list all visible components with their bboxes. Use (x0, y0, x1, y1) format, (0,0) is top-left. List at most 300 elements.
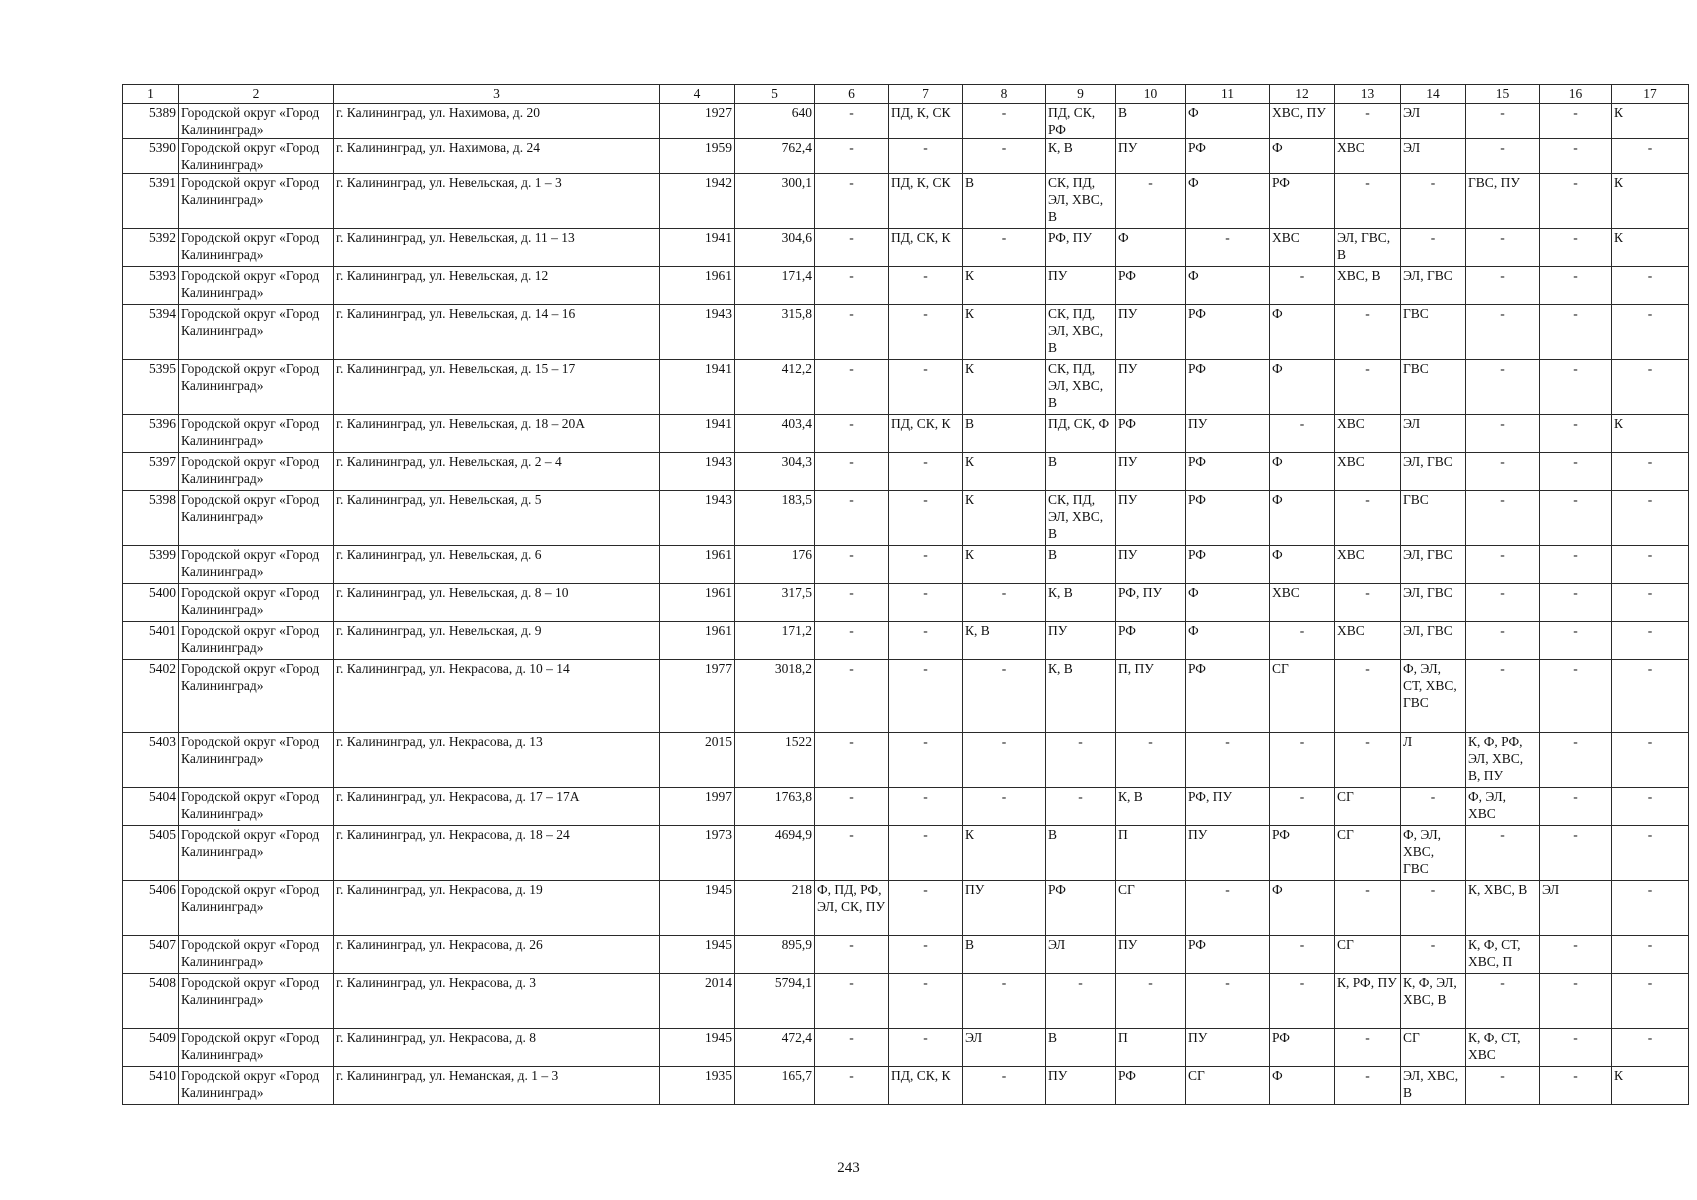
table-cell-col-10: П, ПУ (1116, 660, 1186, 733)
table-cell-col-14: ЭЛ, ГВС (1401, 267, 1466, 305)
table-cell-col-10: Ф (1116, 229, 1186, 267)
table-cell-col-2: Городской округ «Город Калининград» (179, 826, 334, 881)
table-cell-col-16: - (1540, 415, 1612, 453)
table-cell-col-13: - (1335, 584, 1401, 622)
table-cell-col-9: - (1046, 733, 1116, 788)
table-cell-col-17: К (1612, 104, 1689, 139)
table-cell-col-6: - (815, 974, 889, 1029)
table-cell-col-14: ГВС (1401, 360, 1466, 415)
table-cell-col-5: 4694,9 (735, 826, 815, 881)
table-row (123, 881, 1689, 936)
table-cell-col-9: ПУ (1046, 267, 1116, 305)
table-cell-col-17: - (1612, 267, 1689, 305)
table-cell-col-1: 5407 (123, 936, 179, 974)
table-cell-col-12: Ф (1270, 305, 1335, 360)
table-cell-col-16: ЭЛ (1540, 881, 1612, 936)
table-cell-col-15: К, Ф, СТ, ХВС, П (1466, 936, 1540, 974)
table-cell-col-13: СГ (1335, 936, 1401, 974)
table-cell-col-8: К (963, 546, 1046, 584)
table-cell-col-15: - (1466, 491, 1540, 546)
table-row (123, 733, 1689, 788)
table-cell-col-8: - (963, 229, 1046, 267)
table-cell-col-14: ЭЛ, ГВС (1401, 546, 1466, 584)
table-cell-col-9: - (1046, 788, 1116, 826)
table-cell-col-14: ГВС (1401, 305, 1466, 360)
table-cell-col-3: г. Калининград, ул. Невельская, д. 11 – 13 (334, 229, 660, 267)
table-cell-col-15: - (1466, 546, 1540, 584)
table-cell-col-11: РФ (1186, 139, 1270, 174)
table-cell-col-13: - (1335, 881, 1401, 936)
table-row (123, 584, 1689, 622)
table-cell-col-6: - (815, 174, 889, 229)
table-cell-col-10: К, В (1116, 788, 1186, 826)
table-cell-col-16: - (1540, 1067, 1612, 1105)
table-cell-col-8: - (963, 660, 1046, 733)
table-cell-col-10: ПУ (1116, 139, 1186, 174)
table-cell-col-11: - (1186, 881, 1270, 936)
table-cell-col-13: ХВС, В (1335, 267, 1401, 305)
table-cell-col-16: - (1540, 267, 1612, 305)
table-cell-col-15: - (1466, 584, 1540, 622)
table-cell-col-2: Городской округ «Город Калининград» (179, 305, 334, 360)
table-cell-col-11: Ф (1186, 174, 1270, 229)
table-cell-col-5: 1763,8 (735, 788, 815, 826)
table-cell-col-17: - (1612, 881, 1689, 936)
table-cell-col-13: ХВС (1335, 546, 1401, 584)
table-cell-col-14: ЭЛ (1401, 139, 1466, 174)
table-cell-col-2: Городской округ «Город Калининград» (179, 267, 334, 305)
table-cell-col-14: СГ (1401, 1029, 1466, 1067)
table-cell-col-13: ЭЛ, ГВС, В (1335, 229, 1401, 267)
table-cell-col-5: 304,3 (735, 453, 815, 491)
table-cell-col-11: - (1186, 974, 1270, 1029)
table-cell-col-7: - (889, 491, 963, 546)
column-header: 14 (1401, 85, 1466, 104)
table-cell-col-5: 412,2 (735, 360, 815, 415)
table-cell-col-1: 5390 (123, 139, 179, 174)
data-table (122, 84, 1689, 1105)
table-cell-col-7: - (889, 453, 963, 491)
table-cell-col-9: ПД, СК, РФ (1046, 104, 1116, 139)
table-cell-col-6: - (815, 546, 889, 584)
table-cell-col-5: 1522 (735, 733, 815, 788)
table-cell-col-3: г. Калининград, ул. Некрасова, д. 17 – 17А (334, 788, 660, 826)
column-header: 13 (1335, 85, 1401, 104)
table-cell-col-8: - (963, 1067, 1046, 1105)
table-cell-col-12: РФ (1270, 1029, 1335, 1067)
table-cell-col-4: 1943 (660, 491, 735, 546)
table-cell-col-17: - (1612, 491, 1689, 546)
table-cell-col-2: Городской округ «Город Калининград» (179, 1067, 334, 1105)
table-cell-col-8: - (963, 788, 1046, 826)
table-cell-col-5: 315,8 (735, 305, 815, 360)
table-cell-col-16: - (1540, 622, 1612, 660)
table-cell-col-14: Л (1401, 733, 1466, 788)
table-cell-col-17: - (1612, 584, 1689, 622)
table-cell-col-15: К, Ф, СТ, ХВС (1466, 1029, 1540, 1067)
table-cell-col-4: 1935 (660, 1067, 735, 1105)
table-cell-col-5: 171,2 (735, 622, 815, 660)
column-header: 1 (123, 85, 179, 104)
table-cell-col-6: - (815, 305, 889, 360)
table-cell-col-8: К (963, 305, 1046, 360)
table-cell-col-12: - (1270, 415, 1335, 453)
table-cell-col-5: 165,7 (735, 1067, 815, 1105)
table-cell-col-1: 5391 (123, 174, 179, 229)
table-cell-col-8: В (963, 174, 1046, 229)
table-cell-col-14: ЭЛ, ГВС (1401, 584, 1466, 622)
table-cell-col-17: К (1612, 174, 1689, 229)
table-cell-col-16: - (1540, 974, 1612, 1029)
column-header: 15 (1466, 85, 1540, 104)
table-cell-col-4: 1959 (660, 139, 735, 174)
table-cell-col-8: ЭЛ (963, 1029, 1046, 1067)
table-cell-col-10: ПУ (1116, 936, 1186, 974)
column-header: 7 (889, 85, 963, 104)
table-cell-col-10: ПУ (1116, 491, 1186, 546)
table-cell-col-5: 640 (735, 104, 815, 139)
table-cell-col-2: Городской округ «Город Калининград» (179, 174, 334, 229)
table-cell-col-2: Городской округ «Город Калининград» (179, 1029, 334, 1067)
table-cell-col-3: г. Калининград, ул. Невельская, д. 5 (334, 491, 660, 546)
table-cell-col-9: СК, ПД, ЭЛ, ХВС, В (1046, 174, 1116, 229)
table-cell-col-17: - (1612, 788, 1689, 826)
table-cell-col-5: 176 (735, 546, 815, 584)
table-row (123, 788, 1689, 826)
table-cell-col-2: Городской округ «Город Калининград» (179, 104, 334, 139)
table-cell-col-13: К, РФ, ПУ (1335, 974, 1401, 1029)
table-cell-col-6: - (815, 229, 889, 267)
table-cell-col-1: 5389 (123, 104, 179, 139)
table-cell-col-6: - (815, 584, 889, 622)
table-cell-col-11: Ф (1186, 104, 1270, 139)
table-cell-col-7: - (889, 360, 963, 415)
table-cell-col-2: Городской округ «Город Калининград» (179, 453, 334, 491)
table-cell-col-9: К, В (1046, 584, 1116, 622)
table-cell-col-7: - (889, 881, 963, 936)
table-cell-col-6: - (815, 139, 889, 174)
table-cell-col-2: Городской округ «Город Калининград» (179, 491, 334, 546)
table-cell-col-11: РФ (1186, 453, 1270, 491)
table-cell-col-13: - (1335, 660, 1401, 733)
table-cell-col-16: - (1540, 305, 1612, 360)
table-cell-col-9: В (1046, 826, 1116, 881)
table-cell-col-12: - (1270, 788, 1335, 826)
table-cell-col-3: г. Калининград, ул. Некрасова, д. 19 (334, 881, 660, 936)
table-cell-col-3: г. Калининград, ул. Некрасова, д. 3 (334, 974, 660, 1029)
table-cell-col-15: К, ХВС, В (1466, 881, 1540, 936)
table-cell-col-11: - (1186, 733, 1270, 788)
table-cell-col-12: Ф (1270, 546, 1335, 584)
table-cell-col-17: - (1612, 546, 1689, 584)
table-cell-col-5: 403,4 (735, 415, 815, 453)
table-cell-col-4: 1945 (660, 881, 735, 936)
table-cell-col-4: 1941 (660, 415, 735, 453)
table-cell-col-9: - (1046, 974, 1116, 1029)
table-cell-col-6: - (815, 622, 889, 660)
table-cell-col-3: г. Калининград, ул. Нахимова, д. 24 (334, 139, 660, 174)
table-cell-col-1: 5405 (123, 826, 179, 881)
table-cell-col-11: РФ (1186, 360, 1270, 415)
table-cell-col-14: - (1401, 174, 1466, 229)
table-cell-col-9: РФ, ПУ (1046, 229, 1116, 267)
table-cell-col-15: - (1466, 622, 1540, 660)
table-cell-col-15: - (1466, 360, 1540, 415)
table-cell-col-5: 895,9 (735, 936, 815, 974)
table-cell-col-14: Ф, ЭЛ, ХВС, ГВС (1401, 826, 1466, 881)
table-cell-col-7: - (889, 139, 963, 174)
table-cell-col-7: - (889, 622, 963, 660)
table-cell-col-9: СК, ПД, ЭЛ, ХВС, В (1046, 360, 1116, 415)
table-cell-col-1: 5402 (123, 660, 179, 733)
table-cell-col-9: СК, ПД, ЭЛ, ХВС, В (1046, 305, 1116, 360)
table-cell-col-7: - (889, 267, 963, 305)
table-cell-col-11: РФ (1186, 936, 1270, 974)
table-cell-col-2: Городской округ «Город Калининград» (179, 660, 334, 733)
table-cell-col-11: РФ, ПУ (1186, 788, 1270, 826)
column-header: 5 (735, 85, 815, 104)
table-cell-col-2: Городской округ «Город Калининград» (179, 788, 334, 826)
table-cell-col-12: РФ (1270, 174, 1335, 229)
table-cell-col-10: ПУ (1116, 546, 1186, 584)
table-cell-col-15: - (1466, 139, 1540, 174)
table-cell-col-7: - (889, 733, 963, 788)
table-cell-col-5: 3018,2 (735, 660, 815, 733)
table-cell-col-15: - (1466, 229, 1540, 267)
table-cell-col-7: - (889, 546, 963, 584)
table-cell-col-16: - (1540, 660, 1612, 733)
table-cell-col-8: К (963, 453, 1046, 491)
table-row (123, 1067, 1689, 1105)
table-cell-col-12: Ф (1270, 139, 1335, 174)
table-cell-col-15: К, Ф, РФ, ЭЛ, ХВС, В, ПУ (1466, 733, 1540, 788)
table-cell-col-5: 317,5 (735, 584, 815, 622)
table-cell-col-3: г. Калининград, ул. Невельская, д. 12 (334, 267, 660, 305)
table-cell-col-17: - (1612, 360, 1689, 415)
table-cell-col-2: Городской округ «Город Калининград» (179, 546, 334, 584)
table-cell-col-12: Ф (1270, 491, 1335, 546)
table-cell-col-8: К (963, 826, 1046, 881)
table-row (123, 622, 1689, 660)
page-number: 243 (837, 1160, 860, 1176)
table-cell-col-17: - (1612, 936, 1689, 974)
table-cell-col-14: - (1401, 881, 1466, 936)
header-row (123, 85, 1689, 104)
table-cell-col-2: Городской округ «Город Калининград» (179, 881, 334, 936)
table-cell-col-12: Ф (1270, 881, 1335, 936)
table-row (123, 174, 1689, 229)
table-cell-col-4: 1961 (660, 267, 735, 305)
table-cell-col-17: К (1612, 415, 1689, 453)
table-cell-col-14: - (1401, 788, 1466, 826)
table-cell-col-2: Городской округ «Город Калининград» (179, 139, 334, 174)
table-cell-col-15: - (1466, 1067, 1540, 1105)
table-cell-col-4: 2015 (660, 733, 735, 788)
table-cell-col-6: - (815, 360, 889, 415)
column-header: 6 (815, 85, 889, 104)
table-cell-col-4: 1961 (660, 546, 735, 584)
table-cell-col-3: г. Калининград, ул. Невельская, д. 6 (334, 546, 660, 584)
table-cell-col-14: ЭЛ (1401, 104, 1466, 139)
table-row (123, 660, 1689, 733)
table-cell-col-17: - (1612, 305, 1689, 360)
table-cell-col-13: - (1335, 360, 1401, 415)
table-cell-col-16: - (1540, 229, 1612, 267)
table-cell-col-2: Городской округ «Город Калининград» (179, 936, 334, 974)
table-cell-col-6: - (815, 788, 889, 826)
table-cell-col-12: - (1270, 622, 1335, 660)
table-cell-col-6: - (815, 660, 889, 733)
table-cell-col-6: - (815, 826, 889, 881)
table-cell-col-4: 1997 (660, 788, 735, 826)
table-cell-col-11: ПУ (1186, 1029, 1270, 1067)
table-cell-col-10: РФ (1116, 622, 1186, 660)
table-row (123, 360, 1689, 415)
table-cell-col-13: - (1335, 491, 1401, 546)
table-cell-col-12: ХВС (1270, 229, 1335, 267)
table-cell-col-11: РФ (1186, 305, 1270, 360)
column-header: 10 (1116, 85, 1186, 104)
table-cell-col-2: Городской округ «Город Калининград» (179, 622, 334, 660)
table-cell-col-5: 218 (735, 881, 815, 936)
table-cell-col-8: К, В (963, 622, 1046, 660)
table-row (123, 1029, 1689, 1067)
table-cell-col-10: ПУ (1116, 360, 1186, 415)
table-cell-col-2: Городской округ «Город Калининград» (179, 360, 334, 415)
table-cell-col-13: - (1335, 174, 1401, 229)
table-row (123, 229, 1689, 267)
table-cell-col-3: г. Калининград, ул. Невельская, д. 18 – 20А (334, 415, 660, 453)
table-cell-col-8: К (963, 360, 1046, 415)
table-cell-col-9: К, В (1046, 139, 1116, 174)
table-cell-col-10: ПУ (1116, 305, 1186, 360)
table-row (123, 491, 1689, 546)
table-cell-col-3: г. Калининград, ул. Некрасова, д. 18 – 24 (334, 826, 660, 881)
table-cell-col-10: РФ (1116, 1067, 1186, 1105)
table-cell-col-2: Городской округ «Город Калининград» (179, 733, 334, 788)
table-cell-col-6: Ф, ПД, РФ, ЭЛ, СК, ПУ (815, 881, 889, 936)
table-cell-col-12: Ф (1270, 1067, 1335, 1105)
table-cell-col-4: 1943 (660, 305, 735, 360)
table-cell-col-6: - (815, 1029, 889, 1067)
table-cell-col-14: Ф, ЭЛ, СТ, ХВС, ГВС (1401, 660, 1466, 733)
table-cell-col-15: - (1466, 104, 1540, 139)
table-cell-col-10: - (1116, 174, 1186, 229)
table-row (123, 267, 1689, 305)
table-cell-col-4: 1927 (660, 104, 735, 139)
table-cell-col-3: г. Калининград, ул. Невельская, д. 2 – 4 (334, 453, 660, 491)
column-header: 3 (334, 85, 660, 104)
table-cell-col-17: К (1612, 229, 1689, 267)
table-cell-col-4: 1943 (660, 453, 735, 491)
table-cell-col-9: РФ (1046, 881, 1116, 936)
table-row (123, 453, 1689, 491)
table-cell-col-8: - (963, 733, 1046, 788)
table-cell-col-3: г. Калининград, ул. Некрасова, д. 10 – 14 (334, 660, 660, 733)
table-cell-col-5: 304,6 (735, 229, 815, 267)
table-cell-col-13: ХВС (1335, 622, 1401, 660)
table-cell-col-7: ПД, СК, К (889, 415, 963, 453)
table-cell-col-10: П (1116, 1029, 1186, 1067)
table-cell-col-4: 1961 (660, 622, 735, 660)
table-cell-col-12: - (1270, 974, 1335, 1029)
table-cell-col-8: К (963, 491, 1046, 546)
table-row (123, 546, 1689, 584)
table-cell-col-15: - (1466, 415, 1540, 453)
table-cell-col-1: 5394 (123, 305, 179, 360)
table-cell-col-1: 5398 (123, 491, 179, 546)
table-cell-col-12: Ф (1270, 360, 1335, 415)
table-cell-col-1: 5396 (123, 415, 179, 453)
table-cell-col-16: - (1540, 104, 1612, 139)
table-cell-col-16: - (1540, 139, 1612, 174)
table-cell-col-3: г. Калининград, ул. Некрасова, д. 26 (334, 936, 660, 974)
table-cell-col-6: - (815, 104, 889, 139)
table-cell-col-13: - (1335, 305, 1401, 360)
table-cell-col-14: К, Ф, ЭЛ, ХВС, В (1401, 974, 1466, 1029)
table-cell-col-9: ПД, СК, Ф (1046, 415, 1116, 453)
table-cell-col-12: Ф (1270, 453, 1335, 491)
table-cell-col-14: - (1401, 229, 1466, 267)
table-cell-col-12: - (1270, 733, 1335, 788)
table-cell-col-11: Ф (1186, 267, 1270, 305)
table-cell-col-4: 1973 (660, 826, 735, 881)
table-cell-col-8: В (963, 415, 1046, 453)
table-cell-col-17: - (1612, 733, 1689, 788)
table-row (123, 936, 1689, 974)
table-cell-col-14: - (1401, 936, 1466, 974)
table-cell-col-11: - (1186, 229, 1270, 267)
table-cell-col-8: ПУ (963, 881, 1046, 936)
table-cell-col-4: 1941 (660, 360, 735, 415)
column-header: 16 (1540, 85, 1612, 104)
table-cell-col-9: ЭЛ (1046, 936, 1116, 974)
table-cell-col-8: - (963, 584, 1046, 622)
table-cell-col-7: - (889, 660, 963, 733)
table-cell-col-14: ЭЛ, ГВС (1401, 622, 1466, 660)
table-cell-col-9: ПУ (1046, 1067, 1116, 1105)
table-cell-col-7: ПД, СК, К (889, 1067, 963, 1105)
table-cell-col-3: г. Калининград, ул. Невельская, д. 8 – 10 (334, 584, 660, 622)
table-cell-col-15: Ф, ЭЛ, ХВС (1466, 788, 1540, 826)
table-row (123, 826, 1689, 881)
table-row (123, 415, 1689, 453)
table-cell-col-1: 5403 (123, 733, 179, 788)
table-cell-col-16: - (1540, 788, 1612, 826)
table-cell-col-1: 5399 (123, 546, 179, 584)
table-cell-col-7: ПД, К, СК (889, 174, 963, 229)
table-cell-col-5: 300,1 (735, 174, 815, 229)
table-cell-col-10: - (1116, 733, 1186, 788)
table-cell-col-12: - (1270, 936, 1335, 974)
table-cell-col-11: Ф (1186, 584, 1270, 622)
table-cell-col-17: - (1612, 974, 1689, 1029)
table-cell-col-10: П (1116, 826, 1186, 881)
table-cell-col-10: ПУ (1116, 453, 1186, 491)
table-cell-col-5: 5794,1 (735, 974, 815, 1029)
table-cell-col-16: - (1540, 360, 1612, 415)
table-cell-col-3: г. Калининград, ул. Некрасова, д. 8 (334, 1029, 660, 1067)
table-cell-col-11: РФ (1186, 491, 1270, 546)
table-cell-col-12: ХВС, ПУ (1270, 104, 1335, 139)
table-cell-col-3: г. Калининград, ул. Невельская, д. 15 – 17 (334, 360, 660, 415)
table-cell-col-9: СК, ПД, ЭЛ, ХВС, В (1046, 491, 1116, 546)
table-cell-col-2: Городской округ «Город Калининград» (179, 584, 334, 622)
table-cell-col-9: ПУ (1046, 622, 1116, 660)
table-cell-col-2: Городской округ «Город Калининград» (179, 415, 334, 453)
table-cell-col-3: г. Калининград, ул. Невельская, д. 14 – 16 (334, 305, 660, 360)
table-cell-col-16: - (1540, 826, 1612, 881)
